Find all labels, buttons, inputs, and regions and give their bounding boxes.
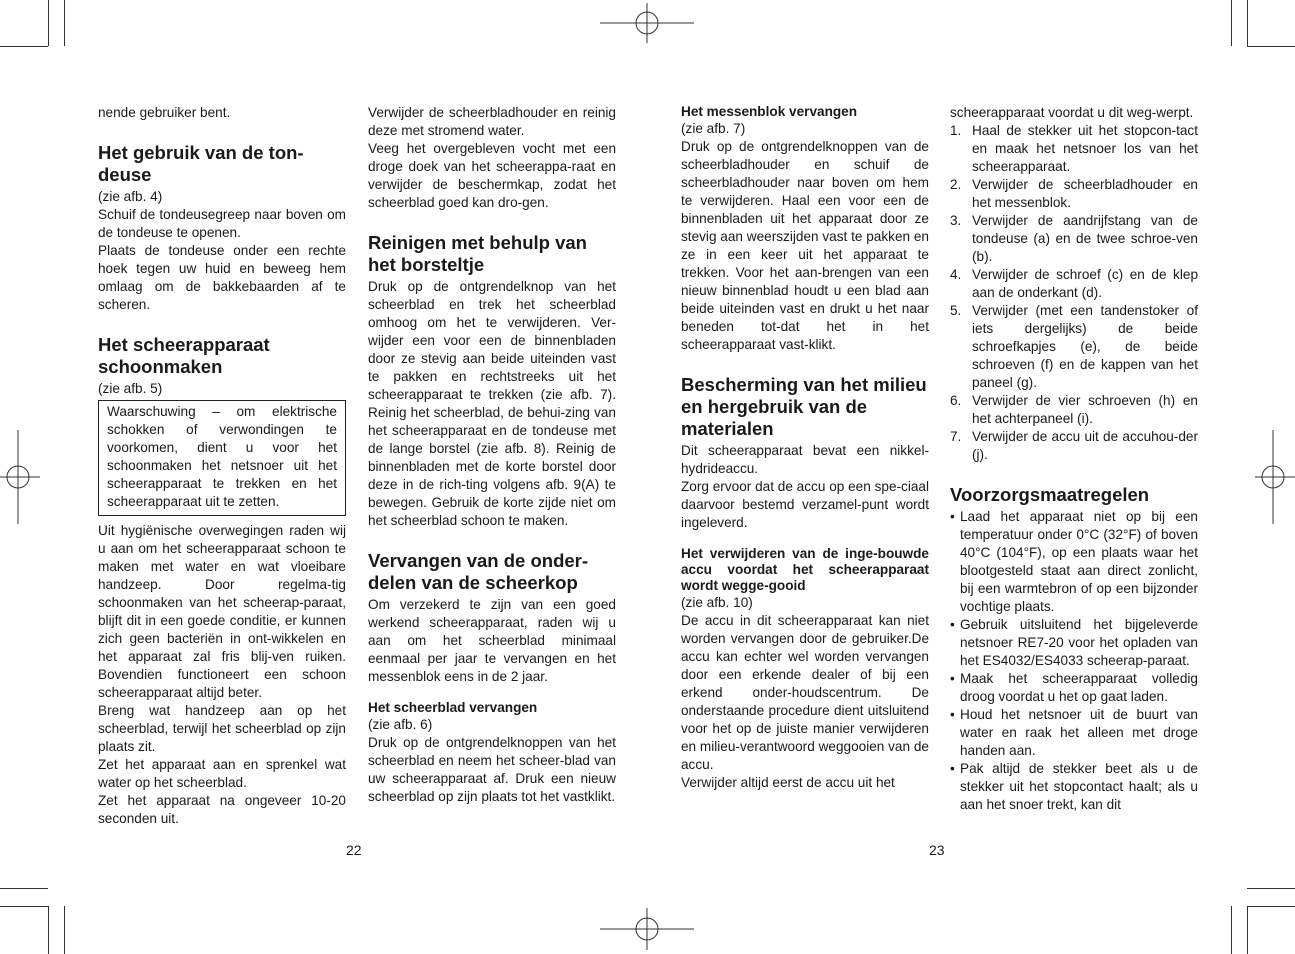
step-text: Verwijder de scheerbladhouder en het messenblok. — [972, 177, 1198, 210]
section-heading: Het gebruik van de ton-deuse — [98, 142, 304, 185]
paragraph: Om verzekerd te zijn van een goed werkend scheerapparaat, raden wij u aan om het scheerblad minimaal eenmaal per jaar te vervangen en het messenblok eens in de 2 jaar. — [368, 597, 616, 684]
registration-mark — [600, 908, 694, 950]
figure-reference: (zie afb. 10) — [681, 595, 753, 610]
step-number: 7. — [950, 429, 962, 444]
bullet-icon: • — [950, 509, 955, 524]
bullet-text: Laad het apparaat niet op bij een temperatuur onder 0°C (32°F) of boven 40°C (104°F), op een plaats waar het blootgesteld staat aan direct zonlicht, bij een warmtebron of op een bijzonder vochtige plaats. — [960, 509, 1198, 614]
paragraph: De accu in dit scheerapparaat kan niet worden vervangen door de gebruiker.De accu kan echter wel worden vervangen door een erkende dealer of bij een erkend onder-houdscentrum. De onderstaande procedure dient uitsluitend voor het op de juiste manier verwijderen en milieu-verantwoord weggooien van de accu. — [681, 613, 929, 772]
column-2 — [368, 104, 616, 806]
figure-reference: (zie afb. 6) — [368, 717, 433, 732]
bullet-icon: • — [950, 707, 955, 722]
step-number: 2. — [950, 177, 962, 192]
numbered-steps — [950, 122, 1198, 464]
bullet-icon: • — [950, 761, 955, 776]
column-3 — [681, 104, 929, 792]
paragraph: Dit scheerapparaat bevat een nikkel-hydrideaccu. — [681, 443, 929, 476]
paragraph: Verwijder altijd eerst de accu uit het — [681, 775, 895, 790]
paragraph: Druk op de ontgrendelknoppen van het scheerblad en neem het scheer-blad van uw scheerapparaat af. Druk een nieuw scheerblad op zijn plaats tot het vastklikt. — [368, 735, 616, 804]
list-item — [950, 122, 1198, 176]
column-1 — [98, 104, 346, 828]
figure-reference: (zie afb. 7) — [681, 121, 746, 136]
list-item — [950, 706, 1198, 760]
list-item — [950, 508, 1198, 616]
step-text: Haal de stekker uit het stopcon-tact en maak het netsnoer los van het scheerapparaat. — [972, 123, 1198, 174]
paragraph: Zet het apparaat aan en sprenkel wat water op het scheerblad. — [98, 757, 346, 790]
crop-mark — [1247, 46, 1295, 47]
step-text: Verwijder (met een tandenstoker of iets dergelijks) de beide schroefkapjes (e), de beide schroeven (f) en de kappen van het paneel (g). — [972, 303, 1198, 390]
list-item — [950, 266, 1198, 302]
paragraph: Zorg ervoor dat de accu op een spe-ciaal daarvoor bestemd verzamel-punt wordt ingeleverd. — [681, 479, 929, 530]
paragraph: Uit hygiënische overwegingen raden wij u aan om het scheerapparaat schoon te maken met water en wat vloeibare handzeep. Door regelma-tig schoonmaken van het scheerap-paraat, blijft dit in een goede conditie, er kunnen zich geen bacteriën in ont-wikkelen en het apparaat zal fris blij-ven ruiken. Bovendien functioneert een schoon scheerapparaat altijd beter. — [98, 523, 346, 700]
subsection-heading: Het scheerblad vervangen — [368, 700, 538, 715]
list-item — [950, 616, 1198, 670]
list-item — [950, 428, 1198, 464]
crop-mark — [1231, 0, 1232, 46]
paragraph: Schuif de tondeusegreep naar boven om de tondeuse te openen. — [98, 207, 346, 240]
list-item — [950, 392, 1198, 428]
bullet-list — [950, 508, 1198, 814]
bullet-icon: • — [950, 617, 955, 632]
subsection-heading: Het verwijderen van de inge-bouwde accu voordat het scheerapparaat wordt wegge-gooid — [681, 546, 929, 593]
paragraph: Druk op de ontgrendelknoppen van de scheerbladhouder en schuif de scheerbladhouder naar boven om hem te verwijderen. Haal een voor een de binnenbladen uit het apparaat door ze stevig aan weerszijden vast te pakken en ze in een keer uit het apparaat te trekken. Voor het aan-brengen van een nieuw binnenblad houdt u een blad aan beide uiteinden vast en drukt u het naar beneden tot-dat het in het scheerapparaat vast-klikt. — [681, 139, 929, 352]
crop-mark — [0, 906, 48, 907]
bullet-icon: • — [950, 671, 955, 686]
registration-mark — [1255, 430, 1295, 524]
subsection-heading: Het messenblok vervangen — [681, 104, 858, 119]
crop-mark — [1247, 888, 1295, 889]
list-item — [950, 302, 1198, 392]
paragraph: scheerapparaat voordat u dit weg-werpt. — [950, 105, 1194, 120]
figure-reference: (zie afb. 4) — [98, 189, 163, 204]
crop-mark — [64, 906, 65, 954]
crop-mark — [0, 46, 48, 47]
step-number: 1. — [950, 123, 962, 138]
crop-mark — [64, 0, 65, 46]
page-number-left: 22 — [346, 842, 362, 858]
figure-reference: (zie afb. 5) — [98, 381, 163, 396]
page-number-right: 23 — [929, 842, 945, 858]
list-item — [950, 760, 1198, 814]
paragraph: Zet het apparaat na ongeveer 10-20 seconden uit. — [98, 793, 346, 826]
crop-mark — [1247, 0, 1248, 46]
registration-mark — [600, 3, 694, 43]
crop-mark — [48, 906, 49, 954]
crop-mark — [48, 0, 49, 46]
step-number: 6. — [950, 393, 962, 408]
registration-mark — [0, 430, 40, 524]
step-number: 4. — [950, 267, 962, 282]
section-heading: Vervangen van de onder-delen van de scheerkop — [368, 550, 589, 593]
bullet-text: Gebruik uitsluitend het bijgeleverde netsnoer RE7-20 voor het opladen van het ES4032/ES4033 scheerap-paraat. — [960, 617, 1198, 668]
paragraph: Verwijder de scheerbladhouder en reinig deze met stromend water. — [368, 105, 616, 138]
step-number: 5. — [950, 303, 962, 318]
step-number: 3. — [950, 213, 962, 228]
section-heading: Voorzorgsmaatregelen — [950, 484, 1150, 505]
list-item — [950, 176, 1198, 212]
section-heading: Het scheerapparaat schoonmaken — [98, 334, 270, 377]
crop-mark — [1247, 906, 1248, 954]
section-heading: Bescherming van het milieu en hergebruik van de materialen — [681, 374, 927, 439]
bullet-text: Maak het scheerapparaat volledig droog voordat u het op gaat laden. — [960, 671, 1198, 704]
paragraph: Druk op de ontgrendelknop van het scheerblad en trek het scheerblad omhoog om het te verwijderen. Ver-wijder een voor een de binnenbladen door ze stevig aan beide uiteinden vast te pakken en rechtstreeks uit het scheerapparaat te trekken (zie afb. 7). Reinig het scheerblad, de behui-zing van het scheerapparaat en de tondeuse met de lange borstel (zie afb. 8). Reinig de binnenbladen met de korte borstel door deze in de rich-ting volgens afb. 9(A) te bewegen. Gebruik de korte zijde niet om het scheerblad schoon te maken. — [368, 279, 616, 528]
warning-text: Waarschuwing – om elektrische schokken of verwondingen te voorkomen, dient u voor het schoonmaken het netsnoer uit het scheerapparaat te trekken en het scheerapparaat uit te zetten. — [107, 404, 337, 509]
step-text: Verwijder de aandrijfstang van de tondeuse (a) en de twee schroe-ven (b). — [972, 213, 1198, 264]
list-item — [950, 212, 1198, 266]
column-4 — [950, 104, 1198, 814]
crop-mark — [1247, 906, 1295, 907]
paragraph: Veeg het overgebleven vocht met een droge doek van het scheerappa-raat en verwijder de beschermkap, zodat het scheerblad goed kan dro-gen. — [368, 141, 616, 210]
crop-mark — [0, 888, 48, 889]
paragraph: Plaats de tondeuse onder een rechte hoek tegen uw huid en beweeg hem omlaag om de bakkebaarden af te scheren. — [98, 243, 346, 312]
list-item — [950, 670, 1198, 706]
step-text: Verwijder de schroef (c) en de klep aan de onderkant (d). — [972, 267, 1198, 300]
paragraph: nende gebruiker bent. — [98, 105, 231, 120]
crop-mark — [1231, 906, 1232, 954]
warning-box — [98, 400, 346, 516]
step-text: Verwijder de vier schroeven (h) en het achterpaneel (i). — [972, 393, 1198, 426]
bullet-text: Pak altijd de stekker beet als u de stekker uit het stopcontact haalt; als u aan het snoer trekt, kan dit — [960, 761, 1198, 812]
section-heading: Reinigen met behulp van het borsteltje — [368, 232, 587, 275]
step-text: Verwijder de accu uit de accuhou-der (j). — [972, 429, 1198, 462]
paragraph: Breng wat handzeep aan op het scheerblad, terwijl het scheerblad op zijn plaats zit. — [98, 703, 346, 754]
bullet-text: Houd het netsnoer uit de buurt van water en raak het alleen met droge handen aan. — [960, 707, 1198, 758]
